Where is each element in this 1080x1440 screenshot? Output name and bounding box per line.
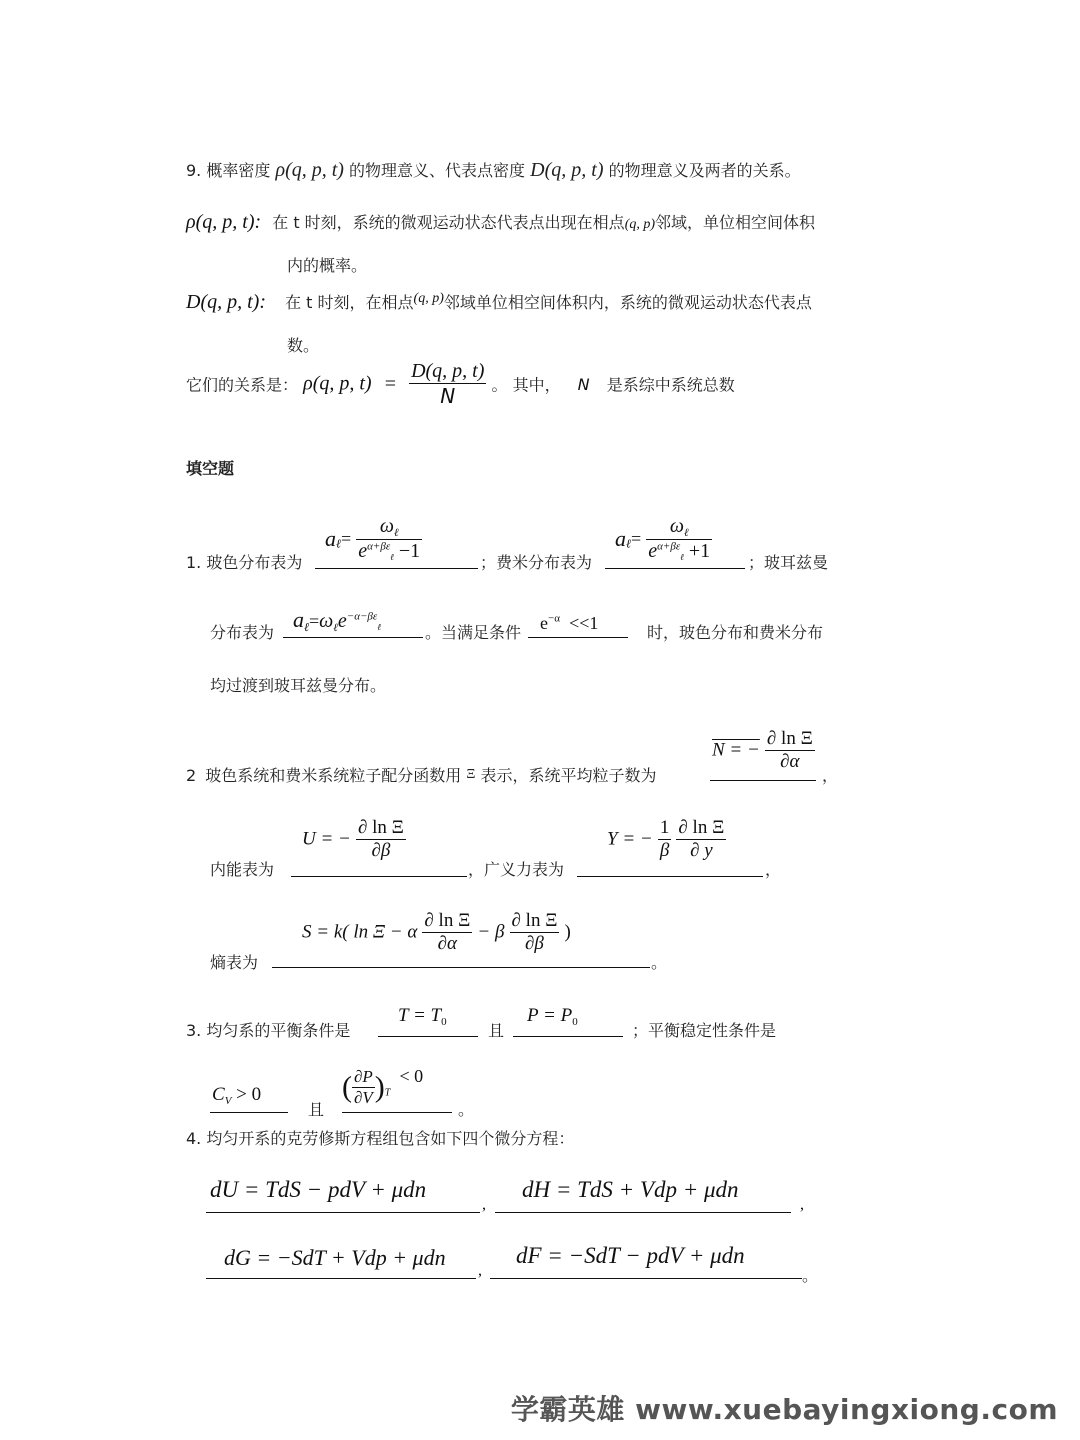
S-mid: − β	[477, 921, 505, 943]
relation-line	[186, 360, 735, 408]
q3-and: 且	[488, 1021, 505, 1040]
q4-eq-1: dU = TdS − pdV + μdn	[210, 1177, 427, 1202]
q2-U-blank[interactable]	[291, 876, 467, 877]
relation-num: D(q, p, t)	[411, 360, 485, 382]
q3-cv: $C_V > 0$	[212, 1084, 262, 1107]
q2-text-2: 表示，系统平均粒子数为	[480, 766, 657, 785]
q4-blank-2[interactable]	[495, 1212, 791, 1213]
q1-text-3: ；玻耳兹曼	[748, 553, 829, 572]
q1-boltz-blank[interactable]	[283, 637, 423, 638]
D-qp: (q, p)	[413, 291, 444, 306]
S-eq: S = k( ln Ξ − α	[302, 921, 418, 943]
q2-text-3: 内能表为	[210, 860, 275, 879]
q1-text-5: 。当满足条件	[425, 623, 522, 642]
q4-comma-1: ,	[482, 1196, 486, 1213]
N-den: ∂α	[780, 751, 800, 772]
q4-blank-3[interactable]	[206, 1278, 476, 1279]
D-definition	[186, 290, 812, 314]
q2-S-blank[interactable]	[272, 967, 650, 968]
q1-text-2: ；费米分布表为	[480, 553, 593, 572]
rho-qp: (q, p)	[624, 217, 656, 232]
bose-den-tail: −1	[398, 539, 421, 562]
D-def-3: 数。	[287, 336, 320, 355]
S-close: )	[564, 921, 571, 943]
q4-end: 。	[802, 1266, 819, 1285]
q4-number: 4.	[186, 1129, 202, 1148]
q9-line	[186, 158, 801, 182]
q3-T-blank[interactable]	[378, 1036, 478, 1037]
q3-end: 。	[458, 1100, 475, 1119]
watermark-text: 学霸英雄 www.xuebayingxiong.com	[510, 1393, 1058, 1426]
q4-text-1: 均匀开系的克劳修斯方程组包含如下四个微分方程：	[206, 1129, 575, 1148]
D-def-2: 邻域单位相空间体积内，系统的微观运动状态代表点	[443, 293, 812, 312]
relation-den: N	[440, 384, 456, 408]
Y-f1-den: β	[659, 840, 670, 861]
S-den-1: ∂α	[437, 933, 458, 954]
q3-number: 3.	[186, 1021, 202, 1040]
boltz-exp: −α−βε	[346, 610, 378, 623]
Y-eq: Y = −	[607, 828, 653, 850]
q2-number: 2	[186, 766, 197, 785]
rho-def-1: 在 t 时刻，系统的微观运动状态代表点出现在相点	[272, 213, 625, 232]
q1-number: 1.	[186, 553, 202, 572]
Y-num: ∂ ln Ξ	[678, 817, 725, 838]
q9-text-2: 的物理意义、代表点密度	[349, 161, 526, 180]
q2-text-1: 玻色系统和费米系统粒子配分函数用	[205, 766, 462, 785]
relation-N: N	[577, 374, 590, 394]
q3-text-2: ；平衡稳定性条件是	[632, 1021, 777, 1040]
q1-bose-blank[interactable]	[315, 568, 478, 569]
q4-comma-2: ,	[800, 1196, 804, 1213]
q1-text-1: 玻色分布表为	[206, 553, 303, 572]
D-label: D(q, p, t):	[186, 291, 266, 313]
Y-den: ∂ y	[690, 840, 713, 861]
q3-dpdv: ( $\frac{\partial P}{\partial V}$ )$_T < 0$	[342, 1066, 424, 1107]
q3-line-1	[186, 1018, 350, 1041]
relation-fraction	[409, 360, 486, 408]
cond-exp: −α	[548, 612, 560, 624]
relation-text-1: 。 其中，	[491, 375, 561, 395]
q4-blank-4[interactable]	[490, 1278, 802, 1279]
q2-N-blank[interactable]	[710, 780, 816, 781]
q1-text-6: 时，玻色分布和费米分布	[647, 623, 824, 642]
q3-P-blank[interactable]	[513, 1036, 623, 1037]
q3-eq-1: $T = T_0$	[398, 1005, 447, 1028]
bose-den-exp: α+βε	[367, 540, 391, 553]
q4-line-1	[186, 1126, 574, 1149]
q3-cv-blank[interactable]	[210, 1112, 288, 1113]
q2-text-5: 熵表为	[210, 953, 259, 972]
q1-line-1	[186, 550, 302, 573]
S-formula	[302, 910, 571, 955]
q1-text-4: 分布表为	[210, 623, 275, 642]
rho-def-3: 内的概率。	[287, 256, 368, 275]
q2-comma: ，	[822, 766, 839, 785]
q9-rho: ρ(q, p, t)	[275, 159, 344, 181]
q9-text-3: 的物理意义及两者的关系。	[608, 161, 801, 180]
S-num-1: ∂ ln Ξ	[424, 910, 471, 931]
S-num-2: ∂ ln Ξ	[511, 910, 558, 931]
rho-def-2: 邻域，单位相空间体积	[655, 213, 816, 232]
q2-comma-2: ，	[765, 860, 782, 879]
q4-eq-2: dH = TdS + Vdp + μdn	[522, 1177, 739, 1202]
q1-cond-blank[interactable]	[528, 637, 628, 638]
relation-eq: =	[384, 372, 396, 395]
cond-formula: $e^{-\alpha} <<1$	[540, 612, 599, 633]
q2-text-4: ，广义力表为	[468, 860, 565, 879]
q3-text-1: 均匀系的平衡条件是	[206, 1021, 351, 1040]
q1-fermi-blank[interactable]	[605, 568, 745, 569]
fermi-formula: $a_\ell=$ $\frac{\omega_\ell}{e^{\alpha+\beta\varepsilon}_\ell +1}$	[615, 515, 711, 562]
cond-rel: <<1	[569, 612, 599, 633]
q2-xi: Ξ	[466, 767, 476, 782]
bose-formula: $a_\ell=$ $\frac{\omega_\ell}{e^{\alpha+\beta\varepsilon}_\ell -1}$	[325, 515, 421, 562]
q4-comma-3: ,	[478, 1262, 482, 1279]
fermi-den-tail: +1	[688, 539, 711, 562]
q3-and-2: 且	[308, 1100, 325, 1119]
q1-text-7: 均过渡到玻耳兹曼分布。	[210, 676, 387, 695]
N-eq: N = −	[712, 739, 760, 761]
rho-definition	[186, 210, 815, 234]
q4-eq-4: dF = −SdT − pdV + μdn	[516, 1243, 745, 1268]
D-def-1: 在 t 时刻，在相点	[285, 293, 414, 312]
Y-formula	[607, 817, 726, 862]
q9-text-1: 概率密度	[206, 161, 271, 180]
q3-dpdv-blank[interactable]	[342, 1112, 452, 1113]
q2-Y-blank[interactable]	[577, 876, 763, 877]
Y-f1-num: 1	[659, 817, 670, 838]
N-num: ∂ ln Ξ	[766, 728, 813, 749]
N-formula	[712, 728, 815, 773]
S-den-2: ∂β	[525, 933, 544, 954]
rho-label: ρ(q, p, t):	[186, 211, 262, 233]
U-num: ∂ ln Ξ	[357, 817, 404, 838]
boltz-formula: $a_\ell=\omega_\ell e^{-\alpha-\beta\varepsilon}_\ell$	[293, 607, 381, 635]
q4-eq-3: dG = −SdT + Vdp + μdn	[224, 1245, 446, 1270]
relation-lhs: ρ(q, p, t)	[303, 372, 372, 395]
section-title: 填空题	[186, 459, 235, 478]
q9-D: D(q, p, t)	[530, 159, 604, 181]
U-den: ∂β	[371, 840, 391, 861]
U-eq: U = −	[302, 828, 351, 850]
bose-num: ω	[379, 515, 394, 537]
q2-line-1	[186, 763, 657, 786]
bose-lhs: a	[325, 525, 336, 551]
U-formula	[302, 817, 406, 862]
q4-blank-1[interactable]	[206, 1212, 480, 1213]
q2-end: 。	[651, 953, 668, 972]
q3-eq-2: $P = P_0$	[527, 1005, 578, 1028]
q9-number: 9.	[186, 161, 202, 180]
relation-label: 它们的关系是：	[186, 375, 299, 395]
relation-text-2: 是系综中系统总数	[606, 375, 735, 395]
